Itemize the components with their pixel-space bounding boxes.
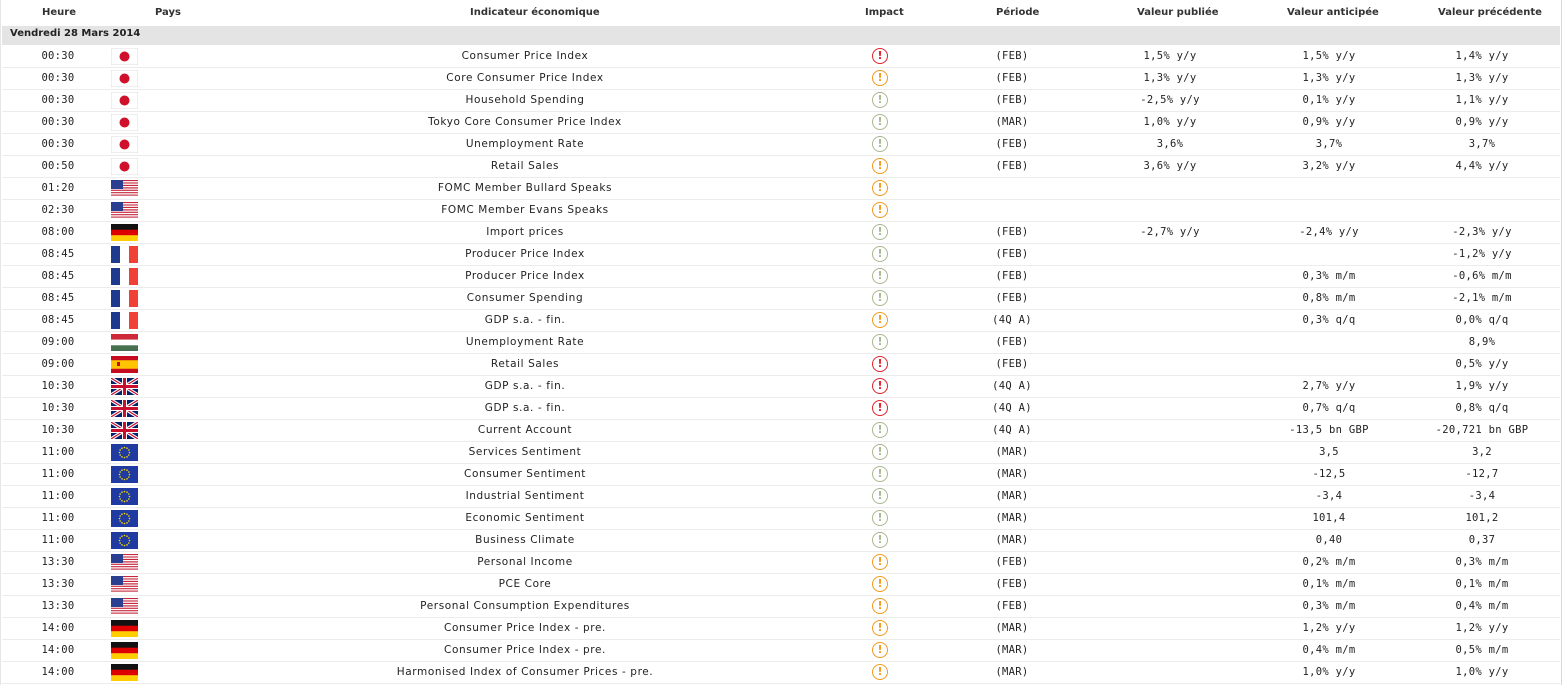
event-time: 10:30	[41, 380, 75, 392]
indicator-name[interactable]: Core Consumer Price Index	[446, 72, 604, 84]
usa-flag-icon	[111, 598, 138, 615]
impact-icon: !	[872, 664, 888, 680]
germany-flag-icon	[111, 642, 138, 659]
table-row[interactable]	[2, 596, 1560, 618]
previous-value: 0,4% m/m	[1455, 600, 1509, 612]
period: (MAR)	[995, 446, 1029, 458]
table-row[interactable]	[2, 398, 1560, 420]
impact-icon: !	[872, 400, 888, 416]
table-row[interactable]	[2, 442, 1560, 464]
period: (4Q A)	[992, 424, 1032, 436]
event-time: 11:00	[41, 446, 75, 458]
impact-icon: !	[872, 268, 888, 284]
japan-flag-icon	[111, 158, 138, 175]
germany-flag-icon	[111, 664, 138, 681]
impact-icon: !	[872, 598, 888, 614]
actual-value: -2,7% y/y	[1140, 226, 1200, 238]
forecast-value: 0,3% m/m	[1302, 270, 1356, 282]
period: (FEB)	[995, 556, 1029, 568]
france-flag-icon	[111, 290, 138, 307]
forecast-value: 1,0% y/y	[1302, 666, 1356, 678]
indicator-name[interactable]: Retail Sales	[490, 358, 560, 370]
uk-flag-icon	[111, 400, 138, 417]
japan-flag-icon	[111, 48, 138, 65]
japan-flag-icon	[111, 92, 138, 109]
indicator-name[interactable]: Producer Price Index	[465, 270, 585, 282]
previous-value: -12,7	[1465, 468, 1499, 480]
indicator-name[interactable]: Tokyo Core Consumer Price Index	[428, 116, 622, 128]
previous-value: 0,9% y/y	[1455, 116, 1509, 128]
col-valeur-anticipee[interactable]: Valeur anticipée	[1287, 7, 1379, 18]
france-flag-icon	[111, 246, 138, 263]
forecast-value: 3,7%	[1315, 138, 1343, 150]
table-row[interactable]	[2, 68, 1560, 90]
table-row[interactable]	[2, 46, 1560, 68]
forecast-value: 0,40	[1315, 534, 1343, 546]
table-row[interactable]	[2, 486, 1560, 508]
indicator-name[interactable]: GDP s.a. - fin.	[484, 380, 566, 392]
table-row[interactable]	[2, 376, 1560, 398]
impact-icon: !	[872, 620, 888, 636]
event-time: 11:00	[41, 468, 75, 480]
event-time: 02:30	[41, 204, 75, 216]
indicator-name[interactable]: FOMC Member Evans Speaks	[441, 204, 609, 216]
period: (MAR)	[995, 468, 1029, 480]
indicator-name[interactable]: Industrial Sentiment	[465, 490, 585, 502]
usa-flag-icon	[111, 180, 138, 197]
impact-icon: !	[872, 576, 888, 592]
forecast-value: 1,5% y/y	[1302, 50, 1356, 62]
event-time: 00:30	[41, 50, 75, 62]
actual-value: 3,6% y/y	[1143, 160, 1197, 172]
forecast-value: 0,9% y/y	[1302, 116, 1356, 128]
indicator-name[interactable]: Unemployment Rate	[465, 336, 585, 348]
period: (MAR)	[995, 622, 1029, 634]
forecast-value: -3,4	[1315, 490, 1343, 502]
indicator-name[interactable]: GDP s.a. - fin.	[484, 314, 566, 326]
impact-icon: !	[872, 488, 888, 504]
usa-flag-icon	[111, 554, 138, 571]
event-time: 13:30	[41, 578, 75, 590]
impact-icon: !	[872, 378, 888, 394]
impact-icon: !	[872, 114, 888, 130]
period: (FEB)	[995, 292, 1029, 304]
uk-flag-icon	[111, 422, 138, 439]
period: (4Q A)	[992, 380, 1032, 392]
previous-value: 1,0% y/y	[1455, 666, 1509, 678]
table-row[interactable]	[2, 244, 1560, 266]
impact-icon: !	[872, 642, 888, 658]
col-valeur-precedente[interactable]: Valeur précédente	[1438, 7, 1542, 18]
previous-value: 1,1% y/y	[1455, 94, 1509, 106]
table-row[interactable]	[2, 288, 1560, 310]
eu-flag-icon	[111, 444, 138, 461]
period: (FEB)	[995, 248, 1029, 260]
eu-flag-icon	[111, 532, 138, 549]
table-row[interactable]	[2, 332, 1560, 354]
event-time: 00:30	[41, 94, 75, 106]
previous-value: 0,3% m/m	[1455, 556, 1509, 568]
impact-icon: !	[872, 136, 888, 152]
forecast-value: 3,5	[1319, 446, 1339, 458]
actual-value: 1,0% y/y	[1143, 116, 1197, 128]
previous-value: -1,2% y/y	[1452, 248, 1512, 260]
event-time: 11:00	[41, 490, 75, 502]
germany-flag-icon	[111, 620, 138, 637]
germany-flag-icon	[111, 224, 138, 241]
period: (MAR)	[995, 490, 1029, 502]
indicator-name[interactable]: Economic Sentiment	[465, 512, 585, 524]
eu-flag-icon	[111, 488, 138, 505]
impact-icon: !	[872, 356, 888, 372]
previous-value: 0,5% y/y	[1455, 358, 1509, 370]
forecast-value: 2,7% y/y	[1302, 380, 1356, 392]
japan-flag-icon	[111, 70, 138, 87]
previous-value: 4,4% y/y	[1455, 160, 1509, 172]
col-indicateur[interactable]: Indicateur économique	[470, 7, 600, 18]
col-impact[interactable]: Impact	[865, 7, 904, 18]
event-time: 14:00	[41, 666, 75, 678]
previous-value: -0,6% m/m	[1452, 270, 1512, 282]
col-periode[interactable]: Période	[996, 7, 1040, 18]
period: (FEB)	[995, 336, 1029, 348]
period: (MAR)	[995, 116, 1029, 128]
event-time: 10:30	[41, 402, 75, 414]
indicator-name[interactable]: Consumer Price Index - pre.	[444, 644, 606, 656]
day-group-header	[2, 26, 1560, 45]
impact-icon: !	[872, 554, 888, 570]
hungary-flag-icon	[111, 334, 138, 351]
table-row[interactable]	[2, 90, 1560, 112]
indicator-name[interactable]: Import prices	[486, 226, 564, 238]
table-row[interactable]	[2, 508, 1560, 530]
forecast-value: 0,3% q/q	[1302, 314, 1356, 326]
impact-icon: !	[872, 70, 888, 86]
table-row[interactable]	[2, 156, 1560, 178]
indicator-name[interactable]: Personal Income	[477, 556, 573, 568]
event-time: 01:20	[41, 182, 75, 194]
indicator-name[interactable]: PCE Core	[498, 578, 552, 590]
event-time: 13:30	[41, 600, 75, 612]
indicator-name[interactable]: Retail Sales	[490, 160, 560, 172]
impact-icon: !	[872, 180, 888, 196]
event-time: 00:50	[41, 160, 75, 172]
forecast-value: 3,2% y/y	[1302, 160, 1356, 172]
actual-value: -2,5% y/y	[1140, 94, 1200, 106]
impact-icon: !	[872, 290, 888, 306]
period: (FEB)	[995, 270, 1029, 282]
table-row[interactable]	[2, 222, 1560, 244]
table-row[interactable]	[2, 266, 1560, 288]
period: (FEB)	[995, 358, 1029, 370]
table-row[interactable]	[2, 134, 1560, 156]
previous-value: 8,9%	[1468, 336, 1496, 348]
table-row[interactable]	[2, 310, 1560, 332]
impact-icon: !	[872, 48, 888, 64]
event-time: 09:00	[41, 336, 75, 348]
impact-icon: !	[872, 202, 888, 218]
forecast-value: 0,8% m/m	[1302, 292, 1356, 304]
col-heure[interactable]: Heure	[42, 7, 76, 18]
event-time: 08:00	[41, 226, 75, 238]
japan-flag-icon	[111, 136, 138, 153]
period: (MAR)	[995, 666, 1029, 678]
impact-icon: !	[872, 334, 888, 350]
table-row[interactable]	[2, 530, 1560, 552]
event-list	[2, 46, 1560, 684]
previous-value: 0,8% q/q	[1455, 402, 1509, 414]
indicator-name[interactable]: Personal Consumption Expenditures	[420, 600, 630, 612]
event-time: 14:00	[41, 622, 75, 634]
table-row[interactable]	[2, 552, 1560, 574]
table-row[interactable]	[2, 112, 1560, 134]
previous-value: 101,2	[1465, 512, 1499, 524]
event-time: 09:00	[41, 358, 75, 370]
day-label: Vendredi 28 Mars 2014	[10, 28, 141, 39]
period: (MAR)	[995, 644, 1029, 656]
period: (FEB)	[995, 94, 1029, 106]
france-flag-icon	[111, 312, 138, 329]
previous-value: 1,3% y/y	[1455, 72, 1509, 84]
actual-value: 1,3% y/y	[1143, 72, 1197, 84]
indicator-name[interactable]: Consumer Sentiment	[464, 468, 586, 480]
eu-flag-icon	[111, 466, 138, 483]
impact-icon: !	[872, 444, 888, 460]
indicator-name[interactable]: Consumer Price Index	[461, 50, 589, 62]
period: (FEB)	[995, 160, 1029, 172]
previous-value: 1,2% y/y	[1455, 622, 1509, 634]
table-row[interactable]	[2, 618, 1560, 640]
previous-value: -2,1% m/m	[1452, 292, 1512, 304]
event-time: 10:30	[41, 424, 75, 436]
table-row[interactable]	[2, 464, 1560, 486]
actual-value: 1,5% y/y	[1143, 50, 1197, 62]
period: (MAR)	[995, 534, 1029, 546]
impact-icon: !	[872, 532, 888, 548]
forecast-value: -12,5	[1312, 468, 1346, 480]
previous-value: 1,4% y/y	[1455, 50, 1509, 62]
forecast-value: 0,7% q/q	[1302, 402, 1356, 414]
previous-value: 3,2	[1472, 446, 1492, 458]
forecast-value: 101,4	[1312, 512, 1346, 524]
period: (FEB)	[995, 72, 1029, 84]
event-time: 11:00	[41, 512, 75, 524]
uk-flag-icon	[111, 378, 138, 395]
col-valeur-publiee[interactable]: Valeur publiée	[1137, 7, 1219, 18]
event-time: 00:30	[41, 138, 75, 150]
indicator-name[interactable]: Harmonised Index of Consumer Prices - pre.	[396, 666, 654, 678]
period: (FEB)	[995, 138, 1029, 150]
eu-flag-icon	[111, 510, 138, 527]
col-pays[interactable]: Pays	[155, 7, 181, 18]
previous-value: 0,5% m/m	[1455, 644, 1509, 656]
forecast-value: 1,2% y/y	[1302, 622, 1356, 634]
table-row[interactable]	[2, 178, 1560, 200]
event-time: 08:45	[41, 292, 75, 304]
japan-flag-icon	[111, 114, 138, 131]
event-time: 00:30	[41, 116, 75, 128]
forecast-value: 0,1% m/m	[1302, 578, 1356, 590]
event-time: 08:45	[41, 314, 75, 326]
impact-icon: !	[872, 224, 888, 240]
previous-value: -20,721 bn GBP	[1435, 424, 1529, 436]
previous-value: 1,9% y/y	[1455, 380, 1509, 392]
period: (FEB)	[995, 226, 1029, 238]
previous-value: 0,0% q/q	[1455, 314, 1509, 326]
left-border	[0, 0, 1, 685]
usa-flag-icon	[111, 576, 138, 593]
impact-icon: !	[872, 246, 888, 262]
previous-value: -3,4	[1468, 490, 1496, 502]
forecast-value: 1,3% y/y	[1302, 72, 1356, 84]
usa-flag-icon	[111, 202, 138, 219]
forecast-value: 0,2% m/m	[1302, 556, 1356, 568]
event-time: 13:30	[41, 556, 75, 568]
event-time: 00:30	[41, 72, 75, 84]
event-time: 11:00	[41, 534, 75, 546]
table-row[interactable]	[2, 354, 1560, 376]
impact-icon: !	[872, 422, 888, 438]
indicator-name[interactable]: Household Spending	[465, 94, 585, 106]
event-time: 08:45	[41, 248, 75, 260]
impact-icon: !	[872, 92, 888, 108]
previous-value: -2,3% y/y	[1452, 226, 1512, 238]
actual-value: 3,6%	[1156, 138, 1184, 150]
period: (4Q A)	[992, 402, 1032, 414]
impact-icon: !	[872, 158, 888, 174]
table-row[interactable]	[2, 200, 1560, 222]
france-flag-icon	[111, 268, 138, 285]
indicator-name[interactable]: Consumer Spending	[466, 292, 584, 304]
indicator-name[interactable]: GDP s.a. - fin.	[484, 402, 566, 414]
indicator-name[interactable]: Consumer Price Index - pre.	[444, 622, 606, 634]
indicator-name[interactable]: FOMC Member Bullard Speaks	[437, 182, 613, 194]
event-time: 08:45	[41, 270, 75, 282]
previous-value: 0,1% m/m	[1455, 578, 1509, 590]
impact-icon: !	[872, 510, 888, 526]
period: (FEB)	[995, 50, 1029, 62]
forecast-value: 0,1% y/y	[1302, 94, 1356, 106]
forecast-value: -13,5 bn GBP	[1289, 424, 1369, 436]
indicator-name[interactable]: Producer Price Index	[465, 248, 585, 260]
indicator-name[interactable]: Unemployment Rate	[465, 138, 585, 150]
previous-value: 3,7%	[1468, 138, 1496, 150]
previous-value: 0,37	[1468, 534, 1496, 546]
period: (MAR)	[995, 512, 1029, 524]
forecast-value: 0,3% m/m	[1302, 600, 1356, 612]
impact-icon: !	[872, 312, 888, 328]
indicator-name[interactable]: Services Sentiment	[468, 446, 582, 458]
forecast-value: 0,4% m/m	[1302, 644, 1356, 656]
forecast-value: -2,4% y/y	[1299, 226, 1359, 238]
period: (4Q A)	[992, 314, 1032, 326]
table-row[interactable]	[2, 640, 1560, 662]
period: (FEB)	[995, 600, 1029, 612]
table-row[interactable]	[2, 420, 1560, 442]
table-row[interactable]	[2, 662, 1560, 684]
table-row[interactable]	[2, 574, 1560, 596]
impact-icon: !	[872, 466, 888, 482]
indicator-name[interactable]: Current Account	[477, 424, 573, 436]
right-border	[1561, 0, 1562, 685]
spain-flag-icon	[111, 356, 138, 373]
period: (FEB)	[995, 578, 1029, 590]
indicator-name[interactable]: Business Climate	[475, 534, 575, 546]
event-time: 14:00	[41, 644, 75, 656]
table-header	[0, 0, 1562, 26]
